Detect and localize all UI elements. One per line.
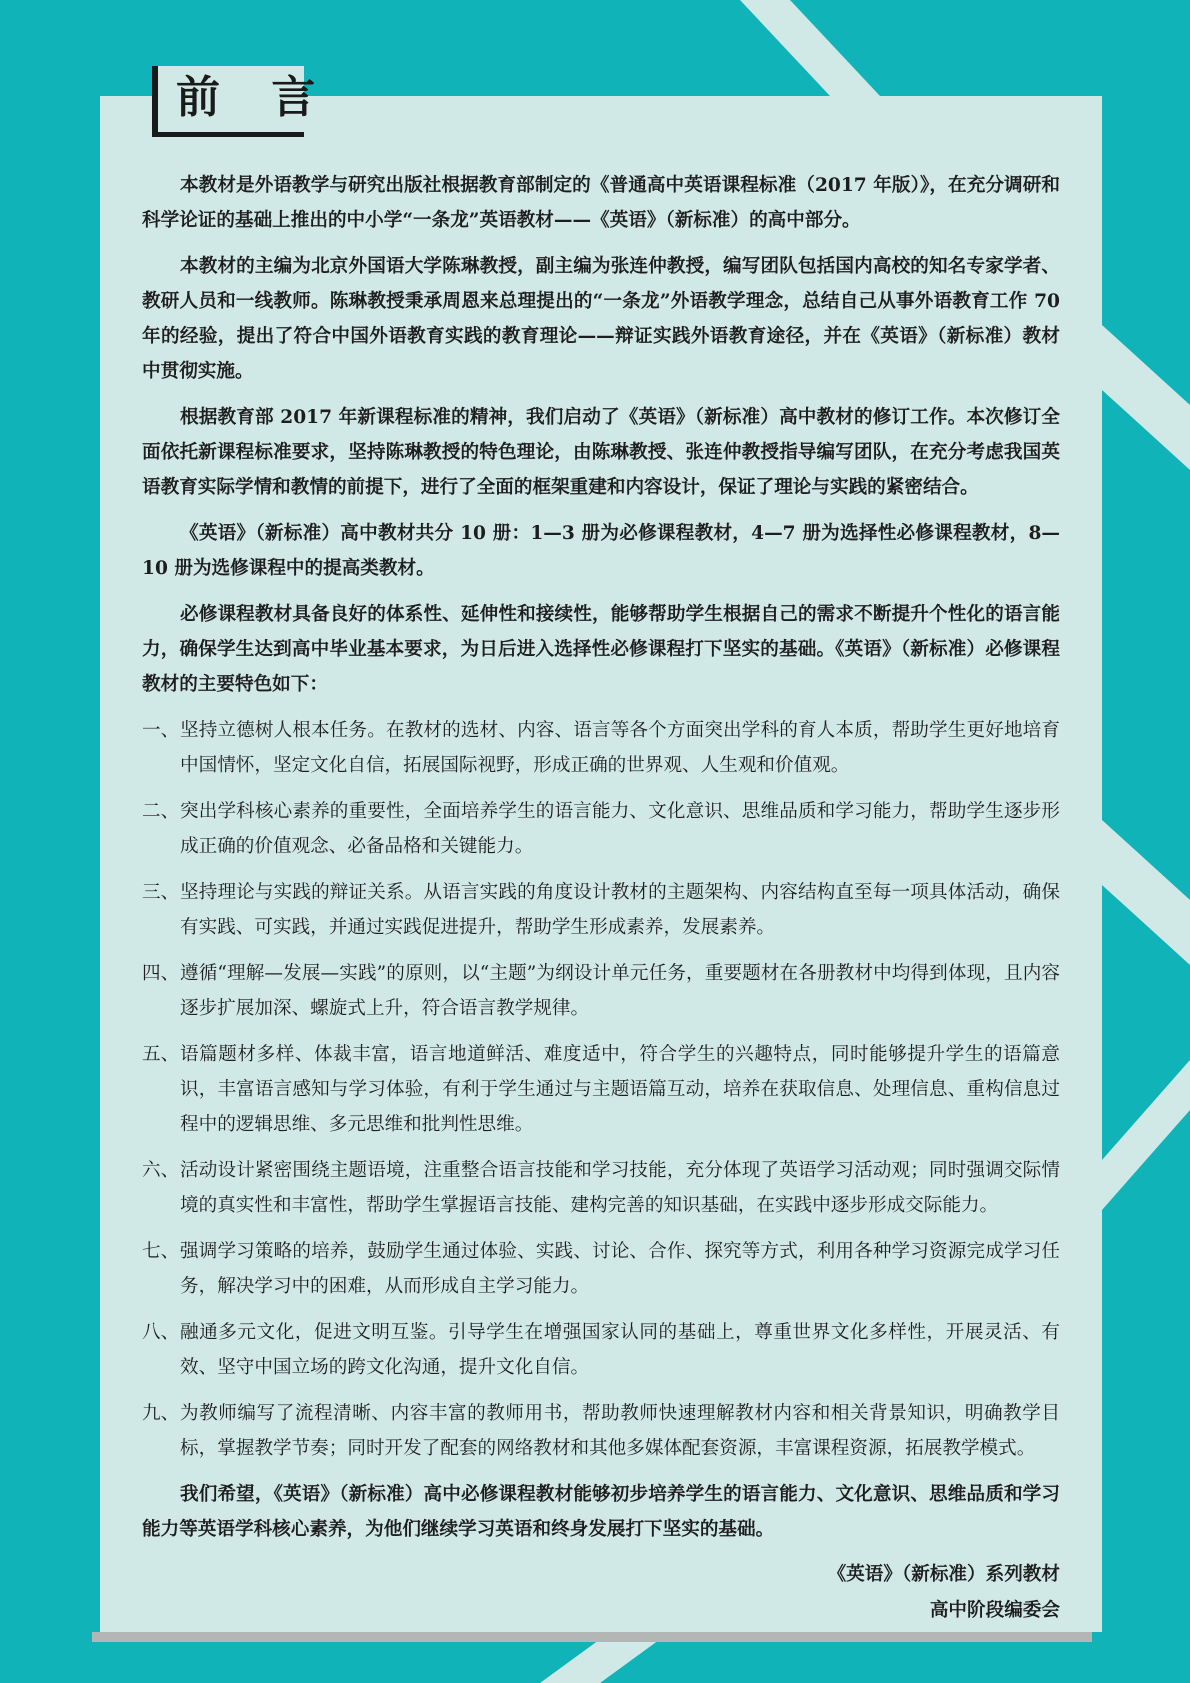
feature-text: 语篇题材多样、体裁丰富，语言地道鲜活、难度适中，符合学生的兴趣特点，同时能够提升学生的语篇意识，丰富语言感知与学习体验，有利于学生通过与主题语篇互动，培养在获取信息、处理信息、重构信息过程中的逻辑思维、多元思维和批判性思维。 — [180, 1044, 1060, 1135]
stripe-right-2 — [1102, 820, 1190, 965]
feature-number: 二、 — [142, 801, 180, 822]
signature-line-1: 《英语》（新标准）系列教材 — [827, 1564, 1060, 1585]
signature-line-2: 高中阶段编委会 — [929, 1600, 1060, 1621]
feature-text: 融通多元文化，促进文明互鉴。引导学生在增强国家认同的基础上，尊重世界文化多样性，开展灵活、有效、坚守中国立场的跨文化沟通，提升文化自信。 — [180, 1322, 1060, 1378]
feature-text: 坚持立德树人根本任务。在教材的选材、内容、语言等各个方面突出学科的育人本质，帮助学生更好地培育中国情怀，坚定文化自信，拓展国际视野，形成正确的世界观、人生观和价值观。 — [180, 720, 1060, 776]
stripe-right-3 — [1102, 1060, 1190, 1210]
feature-number: 一、 — [142, 720, 180, 741]
feature-text: 活动设计紧密围绕主题语境，注重整合语言技能和学习技能，充分体现了英语学习活动观；同时强调交际情境的真实性和丰富性，帮助学生掌握语言技能、建构完善的知识基础，在实践中逐步形成交际能力。 — [180, 1160, 1060, 1216]
preface-content — [142, 168, 1060, 1628]
feature-item — [142, 1037, 1060, 1142]
intro-paragraph-1: 本教材是外语教学与研究出版社根据教育部制定的《普通高中英语课程标准（2017 年版）》，在充分调研和科学论证的基础上推出的中小学“一条龙”英语教材——《英语》（新标准）的高中部分。 — [142, 175, 1060, 231]
feature-item — [142, 1396, 1060, 1466]
feature-item — [142, 1315, 1060, 1385]
feature-item — [142, 875, 1060, 945]
feature-item — [142, 713, 1060, 783]
feature-number: 九、 — [142, 1403, 180, 1424]
feature-number: 七、 — [142, 1241, 180, 1262]
feature-number: 五、 — [142, 1044, 180, 1065]
feature-item — [142, 1153, 1060, 1223]
feature-number: 四、 — [142, 963, 180, 984]
feature-text: 强调学习策略的培养，鼓励学生通过体验、实践、讨论、合作、探究等方式，利用各种学习资源完成学习任务，解决学习中的困难，从而形成自主学习能力。 — [180, 1241, 1060, 1297]
feature-number: 六、 — [142, 1160, 180, 1181]
feature-number: 八、 — [142, 1322, 180, 1343]
panel-shadow — [92, 1632, 1092, 1642]
feature-text: 突出学科核心素养的重要性，全面培养学生的语言能力、文化意识、思维品质和学习能力，帮助学生逐步形成正确的价值观念、必备品格和关键能力。 — [180, 801, 1060, 857]
stripe-top-right — [740, 0, 880, 96]
intro-paragraph-2: 本教材的主编为北京外国语大学陈琳教授，副主编为张连仲教授，编写团队包括国内高校的知名专家学者、教研人员和一线教师。陈琳教授秉承周恩来总理提出的“一条龙”外语教学理念，总结自己从事外语教育工作 70 年的经验，提出了符合中国外语教育实践的教育理论——辩证实践外语教育途径，并在《英语》（新标准）教材中贯彻实施。 — [142, 256, 1060, 382]
feature-text: 坚持理论与实践的辩证关系。从语言实践的角度设计教材的主题架构、内容结构直至每一项具体活动，确保有实践、可实践，并通过实践促进提升，帮助学生形成素养，发展素养。 — [180, 882, 1060, 938]
page-title: 前 言 — [176, 72, 334, 123]
stripe-right-1 — [1102, 325, 1190, 470]
feature-text: 为教师编写了流程清晰、内容丰富的教师用书，帮助教师快速理解教材内容和相关背景知识，明确教学目标，掌握教学节奏；同时开发了配套的网络教材和其他多媒体配套资源，丰富课程资源，拓展教学模式。 — [180, 1403, 1060, 1459]
intro-paragraph-5: 必修课程教材具备良好的体系性、延伸性和接续性，能够帮助学生根据自己的需求不断提升个性化的语言能力，确保学生达到高中毕业基本要求，为日后进入选择性必修课程打下坚实的基础。《英语》（新标准）必修课程教材的主要特色如下： — [142, 604, 1060, 695]
feature-number: 三、 — [142, 882, 180, 903]
feature-text: 遵循“理解—发展—实践”的原则，以“主题”为纲设计单元任务，重要题材在各册教材中均得到体现，且内容逐步扩展加深、螺旋式上升，符合语言教学规律。 — [180, 963, 1060, 1019]
intro-paragraph-3: 根据教育部 2017 年新课程标准的精神，我们启动了《英语》（新标准）高中教材的修订工作。本次修订全面依托新课程标准要求，坚持陈琳教授的特色理论，由陈琳教授、张连仲教授指导编写团队，在充分考虑我国英语教育实际学情和教情的前提下，进行了全面的框架重建和内容设计，保证了理论与实践的紧密结合。 — [142, 407, 1060, 498]
feature-item — [142, 956, 1060, 1026]
feature-item — [142, 1234, 1060, 1304]
feature-item — [142, 794, 1060, 864]
closing-paragraph: 我们希望，《英语》（新标准）高中必修课程教材能够初步培养学生的语言能力、文化意识、思维品质和学习能力等英语学科核心素养，为他们继续学习英语和终身发展打下坚实的基础。 — [142, 1484, 1060, 1540]
intro-paragraph-4: 《英语》（新标准）高中教材共分 10 册：1—3 册为必修课程教材，4—7 册为选择性必修课程教材，8—10 册为选修课程中的提高类教材。 — [142, 523, 1060, 579]
